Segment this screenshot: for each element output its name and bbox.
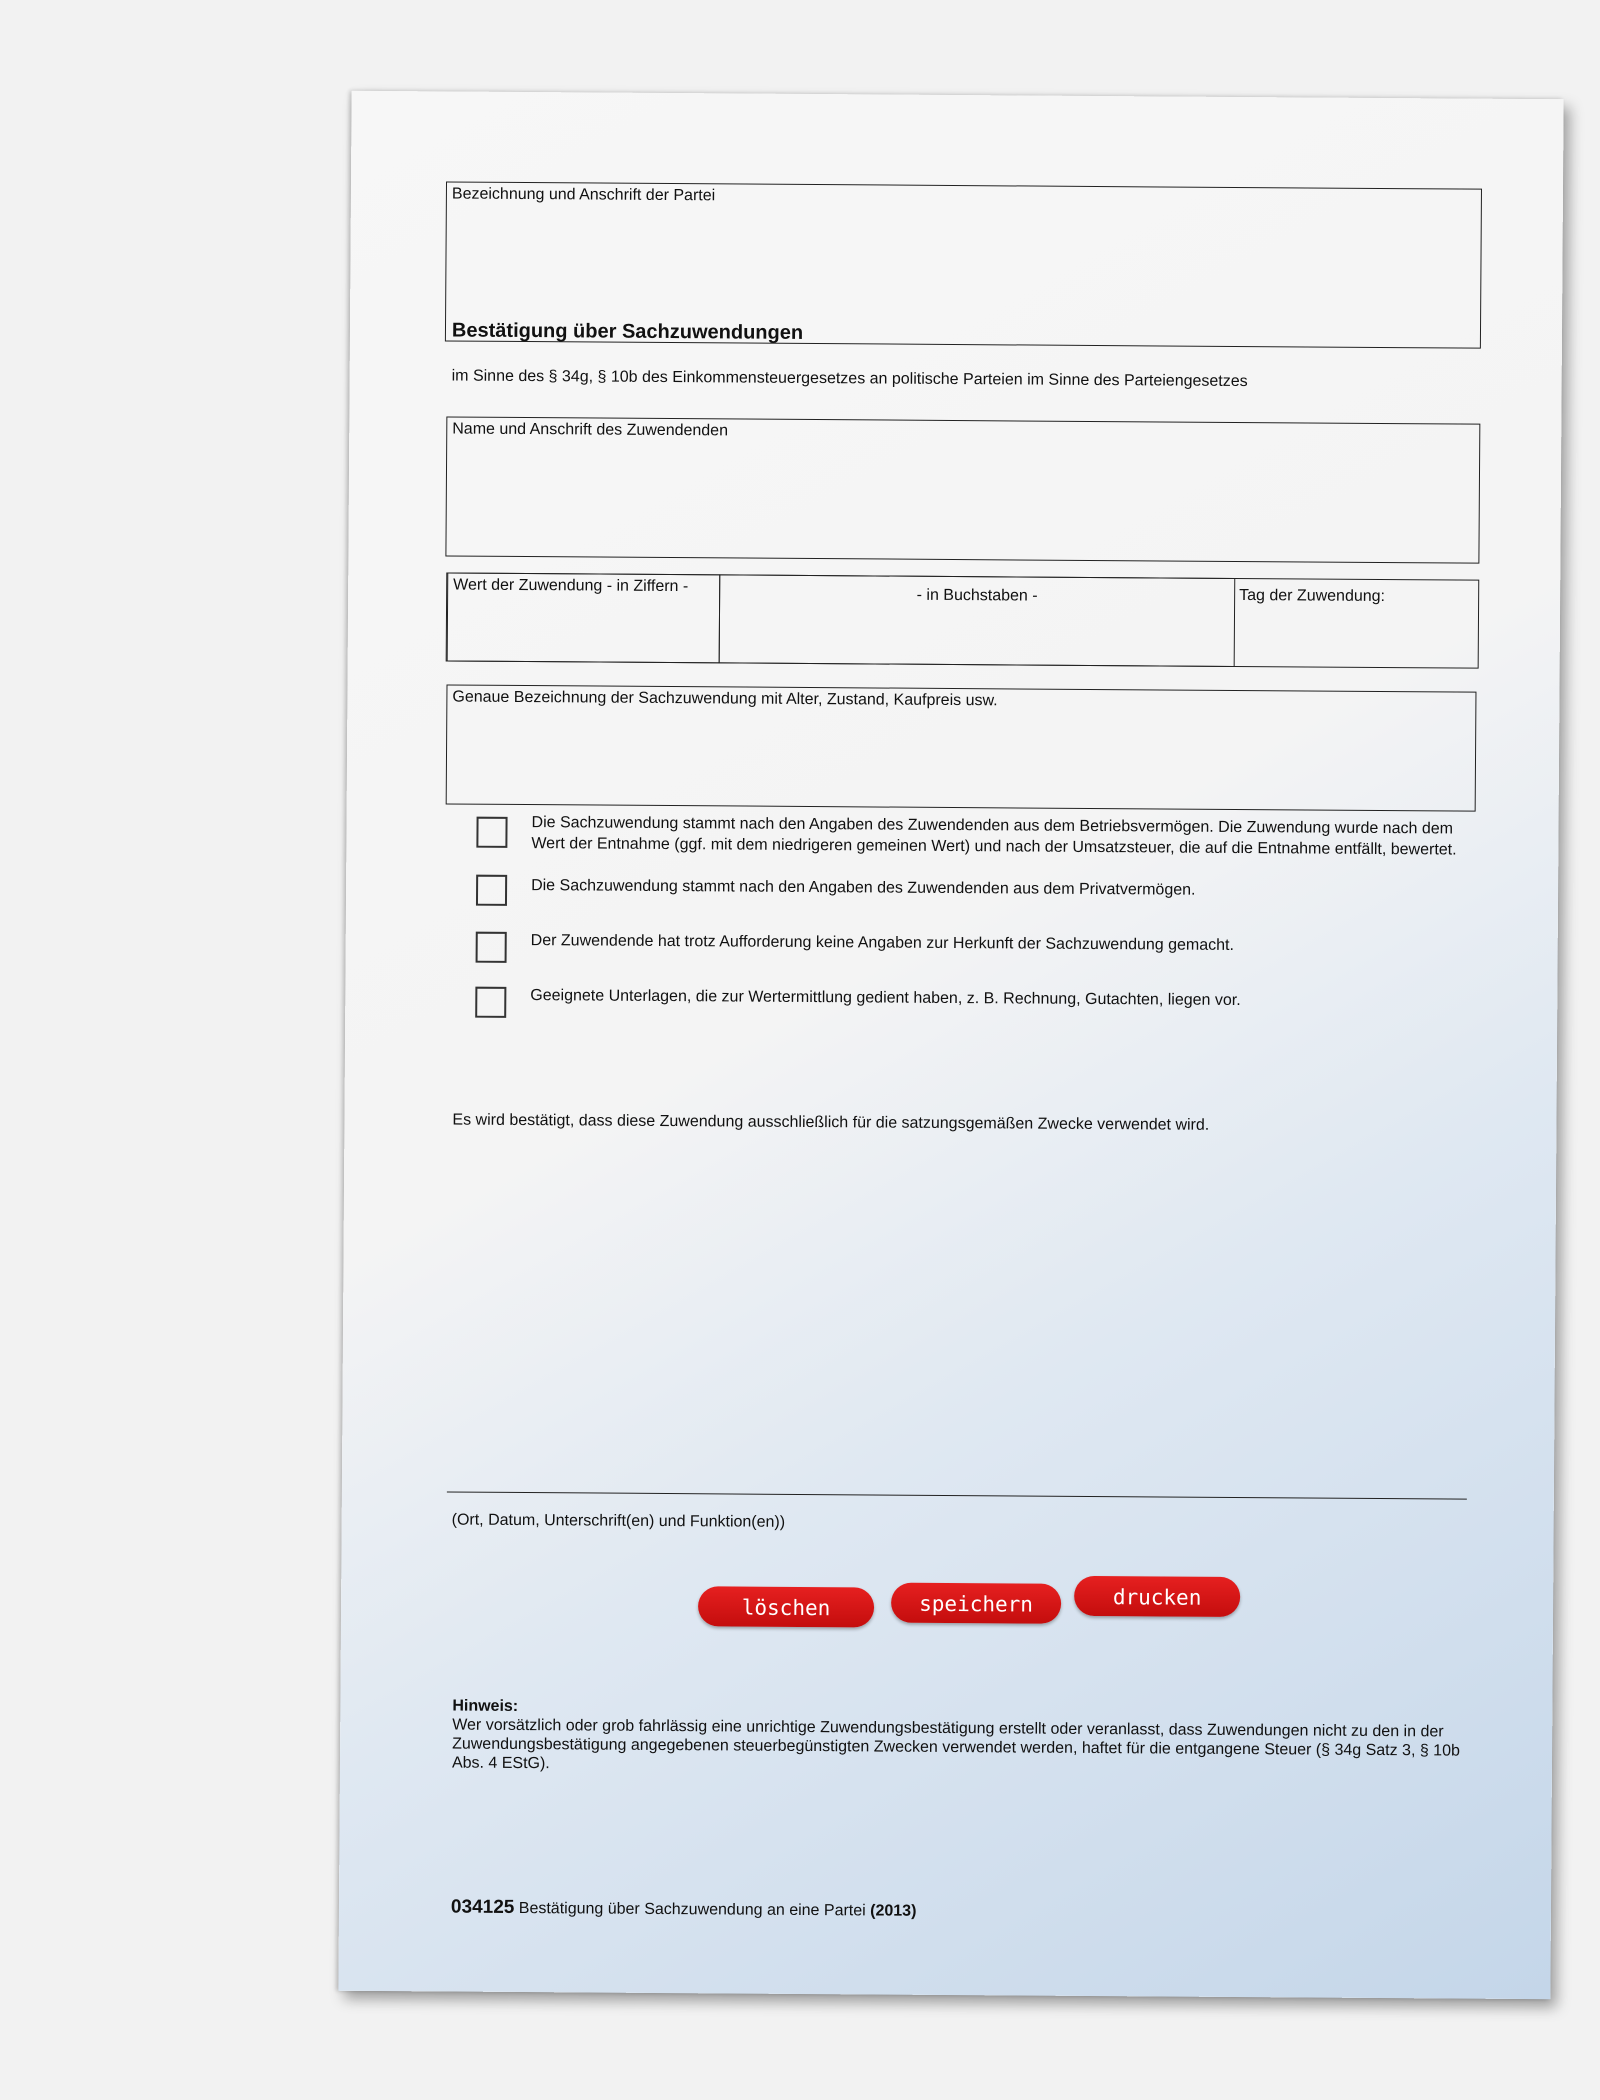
checkbox-documents-available-label: Geeignete Unterlagen, die zur Wertermittlung gedient haben, z. B. Rechnung, Gutachten, liegen vor.: [530, 987, 1241, 1010]
footer-title: Bestätigung über Sachzuwendung an eine Partei: [518, 1900, 866, 1920]
hint-text: Wer vorsätzlich oder grob fahrlässig eine unrichtige Zuwendungsbestätigung erstellt oder veranlasst, dass Zuwendungen nicht zu den in der Zuwendungsbestätigung angegebenen steuerbegünstigten Zwecken verwendet werden, haftet für die entgangene Steuer (§ 34g Satz 3, § 10b Abs. 4 EStG).: [451, 1716, 1460, 1773]
footer: [451, 1897, 917, 1922]
hint-block: [452, 1697, 1463, 1780]
value-letters-field[interactable]: [719, 574, 1236, 667]
print-button[interactable]: drucken: [1074, 1576, 1240, 1617]
footer-year: (2013): [870, 1902, 917, 1920]
checkbox-no-origin-info[interactable]: [476, 932, 507, 963]
signature-label: (Ort, Datum, Unterschrift(en) und Funktion(en)): [451, 1511, 786, 1531]
checkbox-business-assets-label: Die Sachzuwendung stammt nach den Angaben des Zuwendenden aus dem Betriebsvermögen. Die Zuwendung wurde nach dem Wert der Entnahme (ggf. mit dem niedrigeren gemeinen Wert) und nach der Umsatzsteuer, die auf die Entnahme entfällt, bewertet.: [531, 814, 1457, 859]
save-button[interactable]: speichern: [891, 1583, 1061, 1624]
checkbox-documents-available[interactable]: [475, 987, 506, 1018]
value-letters-label: - in Buchstaben -: [916, 586, 1038, 605]
confirmation-text: Es wird bestätigt, dass diese Zuwendung ausschließlich für die satzungsgemäßen Zwecke verwendet wird.: [452, 1111, 1210, 1134]
form-title: Bestätigung über Sachzuwendungen: [451, 319, 804, 344]
value-digits-field[interactable]: [447, 572, 721, 663]
description-field[interactable]: [446, 684, 1477, 811]
donor-address-label: Name und Anschrift des Zuwendenden: [452, 420, 729, 440]
hint-heading: Hinweis:: [452, 1697, 519, 1715]
value-row: [446, 572, 1480, 668]
date-label: Tag der Zuwendung:: [1239, 587, 1386, 606]
signature-line[interactable]: [447, 1491, 1467, 1499]
donor-address-field[interactable]: [445, 416, 1480, 563]
checkbox-private-assets[interactable]: [476, 875, 507, 906]
party-address-label: Bezeichnung und Anschrift der Partei: [451, 185, 716, 205]
checkbox-business-assets[interactable]: [476, 817, 507, 848]
clear-button[interactable]: löschen: [698, 1586, 874, 1627]
footer-number: 034125: [450, 1896, 515, 1918]
document-page: [338, 91, 1563, 1999]
form-subtitle: im Sinne des § 34g, § 10b des Einkommensteuergesetzes an politische Parteien im Sinne des Parteiengesetzes: [451, 367, 1248, 391]
value-digits-label: Wert der Zuwendung - in Ziffern -: [453, 576, 689, 596]
checkbox-private-assets-label: Die Sachzuwendung stammt nach den Angaben des Zuwendenden aus dem Privatvermögen.: [531, 877, 1196, 899]
checkbox-no-origin-info-label: Der Zuwendende hat trotz Aufforderung keine Angaben zur Herkunft der Sachzuwendung gemacht.: [530, 932, 1235, 954]
description-label: Genaue Bezeichnung der Sachzuwendung mit Alter, Zustand, Kaufpreis usw.: [452, 688, 998, 710]
